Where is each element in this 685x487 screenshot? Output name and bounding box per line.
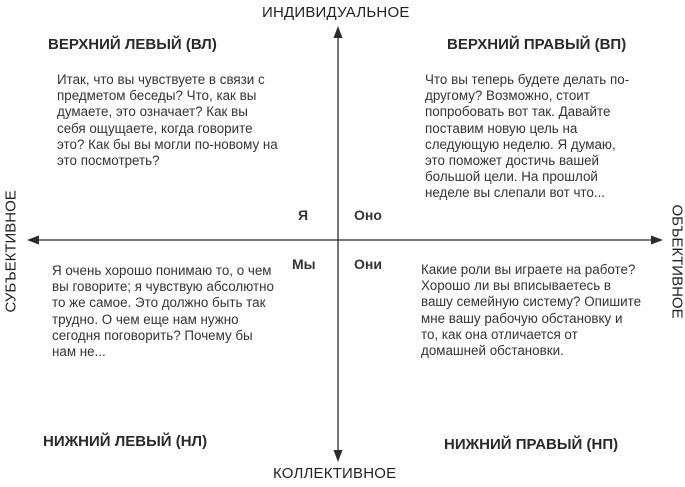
pronoun-ono: Оно — [354, 207, 382, 223]
axis-label-right: ОБЪЕКТИВНОЕ — [668, 204, 685, 319]
heading-upper-right: ВЕРХНИЙ ПРАВЫЙ (ВП) — [447, 36, 627, 53]
arrow-left-icon — [27, 236, 39, 245]
arrow-right-icon — [651, 236, 663, 245]
heading-lower-left: НИЖНИЙ ЛЕВЫЙ (НЛ) — [43, 433, 208, 450]
quadrant-text-upper-right: Что вы теперь будете делать по-другому? Возможно, стоит попробовать вот так. Давайте поставим новую цель на следующую неделю. Я думаю, это поможет достичь вашей большой цели. На прошлой неделе вы слепали вот что... — [425, 72, 630, 201]
arrow-down-icon — [334, 450, 343, 462]
heading-lower-right: НИЖНИЙ ПРАВЫЙ (НП) — [444, 436, 619, 453]
heading-upper-left: ВЕРХНИЙ ЛЕВЫЙ (ВЛ) — [48, 36, 217, 53]
axis-label-left: СУБЪЕКТИВНОЕ — [2, 190, 20, 313]
pronoun-my: Мы — [292, 256, 316, 272]
axis-label-top: ИНДИВИДУАЛЬНОЕ — [262, 4, 410, 21]
pronoun-ya: Я — [298, 207, 309, 223]
axis-label-bottom: КОЛЛЕКТИВНОЕ — [273, 465, 397, 482]
pronoun-oni: Они — [354, 256, 382, 272]
quadrant-text-lower-right: Какие роли вы играете на работе? Хорошо ли вы вписываетесь в вашу семейную систему? Опишите мне вашу рабочую обстановку и то, как она отличается от домашней обстановки. — [421, 262, 642, 359]
arrow-up-icon — [334, 26, 343, 38]
quadrant-text-upper-left: Итак, что вы чувствуете в связи с предметом беседы? Что, как вы думаете, это означает? Как вы себя ощущаете, когда говорите это? Как бы вы могли по-новому на это посмотреть? — [57, 72, 278, 169]
quadrant-text-lower-left: Я очень хорошо понимаю то, о чем вы говорите; я чувствую абсолютно то же самое. Это должно быть так трудно. О чем еще нам нужно сегодня поговорить? Почему бы нам не... — [52, 263, 274, 360]
